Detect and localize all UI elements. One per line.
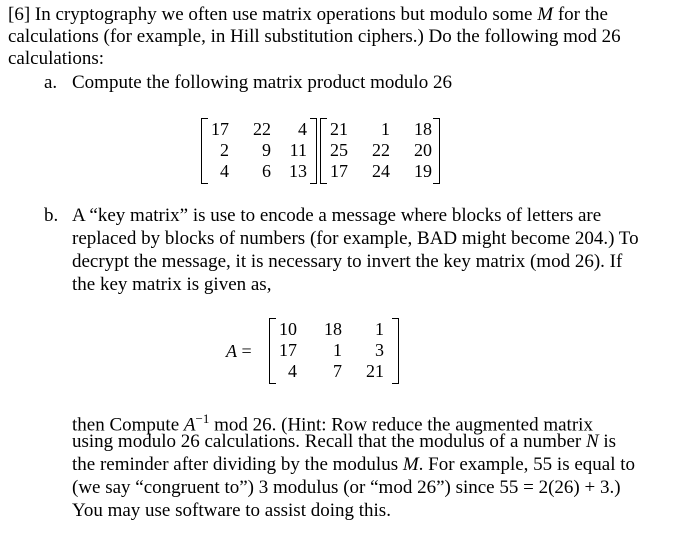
matrix-right-cell: 21 [330, 119, 348, 139]
part-b-after-line-1: then Compute $A^{-1}$ mod 26. (Hint: Row reduce the augmented matrix [72, 411, 593, 436]
matrix-name: A [226, 341, 237, 361]
part-b-label: b. [44, 205, 59, 226]
key-matrix-cell: 4 [288, 361, 297, 381]
matrix-left-cell: 22 [253, 119, 271, 139]
part-a-label: a. [44, 72, 58, 93]
equals-sign: = [241, 341, 252, 361]
key-matrix-label [226, 340, 252, 362]
part-b-line-2: replaced by blocks of numbers (for example, BAD might become 204.) To [72, 228, 639, 249]
matrix-left-cell: 17 [211, 119, 229, 139]
key-matrix-cell: 1 [333, 340, 342, 360]
matrix-right-cell: 1 [381, 119, 390, 139]
key-matrix-cell: 10 [279, 319, 297, 339]
key-matrix-cell: 21 [366, 361, 384, 381]
key-matrix-cell: 17 [279, 340, 297, 360]
problem-intro-line-1: [6] In cryptography we often use matrix operations but modulo some M for the [8, 4, 608, 25]
problem-intro-line-2: calculations (for example, in Hill substitution ciphers.) Do the following mod 26 [8, 26, 621, 47]
matrix-left-cell: 11 [289, 140, 307, 160]
key-matrix-cell: 3 [375, 340, 384, 360]
problem-intro-line-3: calculations: [8, 48, 105, 69]
matrix-left-cell: 9 [262, 140, 271, 160]
matrix-left [201, 118, 317, 184]
part-b-line-4: the key matrix is given as, [72, 274, 272, 295]
part-b-line-1: A “key matrix” is use to encode a message where blocks of letters are [72, 205, 602, 226]
matrix-right-cell: 22 [372, 140, 390, 160]
matrix-right-cell: 19 [414, 161, 432, 181]
part-b-line-3: decrypt the message, it is necessary to invert the key matrix (mod 26). If [72, 251, 623, 272]
matrix-right-cell: 20 [414, 140, 432, 160]
matrix-left-cell: 6 [262, 161, 271, 181]
part-b-after-line-2: using modulo 26 calculations. Recall that the modulus of a number N is [72, 431, 617, 452]
matrix-right-cell: 25 [330, 140, 348, 160]
matrix-left-cell: 13 [289, 161, 307, 181]
key-matrix-cell: 1 [375, 319, 384, 339]
key-matrix-cell: 7 [333, 361, 342, 381]
matrix-left-cell: 4 [220, 161, 229, 181]
matrix-right [320, 118, 440, 184]
part-b-after-line-3: the reminder after dividing by the modulus M. For example, 55 is equal to [72, 454, 636, 475]
part-a-text: Compute the following matrix product modulo 26 [72, 72, 452, 93]
problem-number: [6] [8, 4, 31, 25]
matrix-right-cell: 18 [414, 119, 432, 139]
key-matrix [269, 318, 399, 384]
matrix-left-cell: 2 [220, 140, 229, 160]
part-b-after-line-5: You may use software to assist doing this. [72, 500, 391, 521]
matrix-right-cell: 24 [372, 161, 390, 181]
matrix-left-cell: 4 [298, 119, 307, 139]
key-matrix-cell: 18 [324, 319, 342, 339]
part-b-after-line-4: (we say “congruent to”) 3 modulus (or “mod 26”) since 55 = 2(26) + 3.) [72, 477, 621, 498]
matrix-right-cell: 17 [330, 161, 348, 181]
key-matrix-bracket-right [392, 318, 399, 384]
matrix-right-bracket-right [433, 118, 440, 184]
matrix-left-bracket-right [310, 118, 317, 184]
